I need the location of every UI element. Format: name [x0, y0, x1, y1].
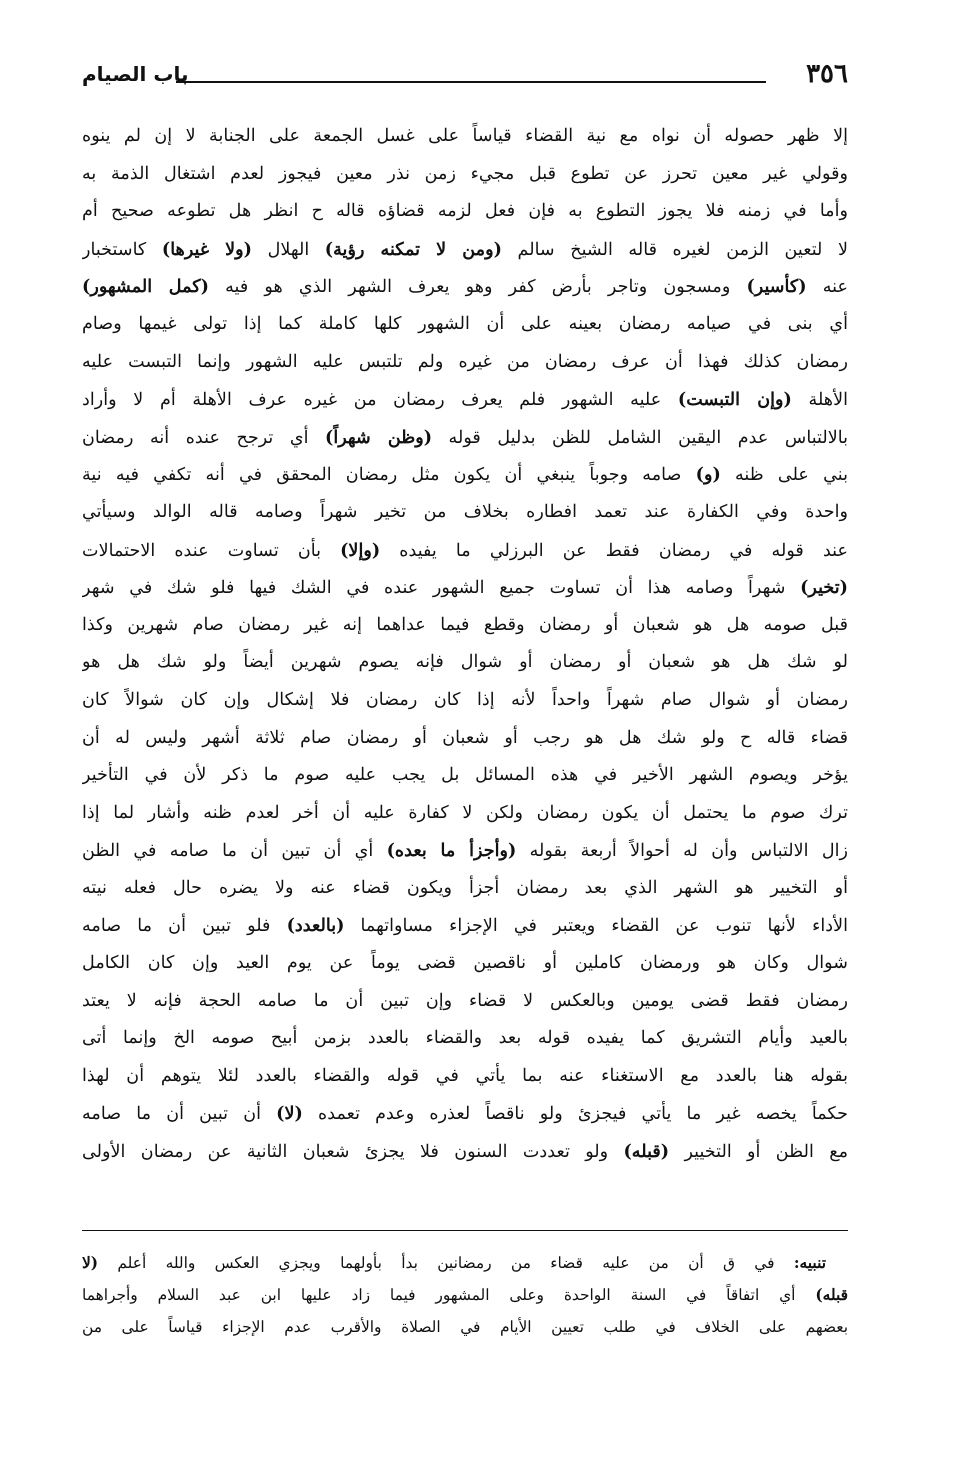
text-line: [82, 720, 848, 758]
text-segment: ومسجون وتاجر بأرض كفر وهو يعرف الشهر الذي هو فيه: [209, 277, 747, 298]
text-line: [82, 1133, 848, 1171]
text-segment: عنه: [806, 277, 848, 298]
page-number: ٣٥٦: [806, 59, 848, 89]
text-segment: لا لتعين الزمن لغيره قاله الشيخ سالم: [501, 239, 848, 260]
text-segment: ترك صوم ما يحتمل أن يكون رمضان ولكن لا كفارة عليه أن أخر لعدم ظنه وأشار لما إذا: [82, 802, 848, 823]
text-line: [82, 381, 848, 419]
bold-term: (كأسير): [746, 276, 807, 298]
text-segment: زال الالتباس وأن له أحوالاً أربعة بقوله: [516, 841, 848, 862]
text-segment: مع الظن أو التخيير: [669, 1142, 848, 1163]
text-line: [82, 644, 848, 682]
text-segment: بعضهم على الخلاف في طلب تعيين الأيام في الصلاة والأقرب عدم الإجزاء قياساً على من: [82, 1318, 848, 1336]
running-title: باب الصيام: [82, 62, 189, 86]
text-segment: في ق أن من عليه قضاء من رمضانين بدأ بأولهما ويجزي العكس والله أعلم: [98, 1254, 794, 1272]
bold-term: (و): [695, 464, 721, 486]
text-line: [82, 757, 848, 795]
bold-term: (ولا غيرها): [161, 238, 253, 260]
text-segment: فلو تبين أن ما صامه: [82, 916, 287, 937]
text-line: [82, 983, 848, 1021]
text-line: [82, 1058, 848, 1096]
text-segment: عند قوله في رمضان فقط عن البرزلي ما يفيده: [380, 540, 848, 561]
main-text: [82, 118, 848, 1171]
text-segment: قبل صومه هل هو شعبان أو رمضان وقطع فيما عداهما إنه غير رمضان صام شهرين وكذا: [82, 614, 848, 635]
text-line: [82, 832, 848, 870]
bold-term: (قبله): [623, 1141, 670, 1163]
footnote: [82, 1247, 848, 1343]
bold-term: (تخير): [800, 577, 848, 599]
text-segment: صامه وجوباً ينبغي أن يكون مثل رمضان المحقق في أنه تكفي فيه نية: [82, 465, 696, 486]
text-segment: أي اتفاقاً في السنة الواحدة وعلى المشهور فيما زاد عليها ابن عبد السلام وأجراهما: [82, 1286, 816, 1304]
bold-term: (وظن شهراً): [325, 426, 433, 448]
text-segment: واحدة وفي الكفارة عند تعمد افطاره بخلاف من تخير شهراً وصامه قاله الوالد وسيأتي: [82, 501, 848, 522]
text-line: [82, 494, 848, 532]
text-segment: شوال وكان هو ورمضان كاملين أو ناقصين قضى يوماً عن يوم العيد وإن كان الكامل: [82, 953, 848, 974]
text-segment: شهراً وصامه هذا أن تساوت جميع الشهور عنده في الشك فيها فلو شك في شهر: [82, 578, 801, 599]
text-segment: كاستخبار: [82, 239, 162, 260]
text-segment: بالعيد وأيام التشريق كما يفيده قوله بعد والقضاء بالعدد بزمن أبيح صومه الخ وإنما أتى: [82, 1028, 848, 1049]
text-segment: الأهلة: [791, 390, 848, 411]
text-segment: أي ترجح عنده أنه رمضان: [82, 427, 325, 448]
bold-term: تنبيه:: [793, 1254, 826, 1272]
text-line: [82, 795, 848, 833]
text-segment: إلا ظهر حصوله أن نواه مع نية القضاء قياساً على غسل الجمعة على الجنابة لا إن لم ينوه: [82, 126, 848, 146]
footnote-separator: [82, 1230, 848, 1231]
text-segment: بقوله هنا بالعدد مع الاستغناء عنه بما يأتي في قوله والقضاء بالعدد لئلا يتوهم أن لهذا: [82, 1065, 848, 1086]
text-line: [82, 945, 848, 983]
text-line: [82, 532, 848, 570]
text-segment: حكماً يخصه غير ما يأتي فيجزئ ولو ناقصاً لعذره وعدم تعمده: [302, 1104, 848, 1125]
bold-term: قبله): [815, 1286, 848, 1304]
text-line: [82, 870, 848, 908]
footnote-line: [82, 1247, 848, 1279]
bold-term: (وأجزأ ما بعده): [386, 840, 517, 862]
text-segment: الهلال: [252, 239, 325, 260]
text-segment: ولو تعددت السنون فلا يجزئ شعبان الثانية عن رمضان الأولى: [82, 1142, 624, 1163]
text-segment: وأما في زمنه فلا يجوز التطوع به فإن فعل لزمه قضاؤه قاله ح انظر هل تطوعه صحيح أم: [82, 201, 848, 222]
text-segment: أو التخيير هو الشهر الذي بعد رمضان أجزأ ويكون قضاء عنه ولا يضره حال فعله نيته: [82, 877, 848, 898]
text-line: [82, 268, 848, 306]
footnote-line: [82, 1279, 848, 1311]
text-line: [82, 306, 848, 344]
bold-term: (بالعدد): [286, 915, 345, 937]
text-segment: لو شك هل هو شعبان أو رمضان أو شوال فإنه يصوم شهرين أيضاً ولو شك هل هو: [82, 652, 848, 673]
text-line: [82, 231, 848, 269]
bold-term: (وإلا): [340, 539, 381, 561]
text-line: [82, 1020, 848, 1058]
text-segment: رمضان كذلك فهذا أن عرف رمضان من غيره ولم تلتبس عليه الشهور وإنما التبست عليه: [82, 351, 848, 372]
bold-term: (ومن لا تمكنه رؤية): [324, 238, 502, 260]
text-line: [82, 156, 848, 194]
text-line: [82, 193, 848, 231]
text-line: [82, 569, 848, 607]
text-segment: يؤخر ويصوم الشهر الأخير في هذه المسائل بل يجب عليه صوم ما ذكر لأن في التأخير: [82, 765, 848, 786]
text-segment: أن تبين أن ما صامه: [82, 1104, 277, 1125]
page-header: [82, 56, 848, 96]
bold-term: (لا: [82, 1254, 99, 1272]
footnote-line: [82, 1311, 848, 1343]
text-line: [82, 607, 848, 645]
text-line: [82, 419, 848, 457]
text-segment: أي بنى في صيامه رمضان بعينه على أن الشهور كلها كاملة كما إذا تولى غيمها وصام: [82, 313, 848, 334]
bold-term: (وإن التبست): [677, 389, 792, 411]
text-segment: بأن تساوت عنده الاحتمالات: [82, 540, 341, 561]
header-rule: [176, 81, 766, 83]
text-segment: عليه الشهور فلم يعرف رمضان من غيره عرف الأهلة أم لا وأراد: [82, 390, 678, 411]
text-segment: وقولي غير معين تحرز عن تطوع قبل مجيء زمن نذر معين فيجوز لعدم اشتغال الذمة به: [82, 163, 848, 184]
text-line: [82, 682, 848, 720]
text-segment: رمضان أو شوال صام شهراً واحداً لأنه إذا كان رمضان فلا إشكال وإن كان شوالاً كان: [82, 689, 848, 710]
bold-term: (كمل المشهور): [82, 276, 209, 298]
text-line: [82, 907, 848, 945]
bold-term: (لا): [276, 1103, 303, 1125]
text-line: [82, 456, 848, 494]
text-segment: الأداء لأنها تنوب عن القضاء ويعتبر في الإجزاء مساواتهما: [344, 916, 848, 937]
text-segment: بالالتباس عدم اليقين الشامل للظن بدليل قوله: [432, 427, 848, 448]
text-line: [82, 1095, 848, 1133]
text-line: [82, 344, 848, 382]
text-segment: بني على ظنه: [720, 465, 848, 486]
text-segment: قضاء قاله ح ولو شك هل هو رجب أو شعبان أو رمضان صام ثلاثة أشهر وليس له أن: [82, 727, 848, 748]
text-line: [82, 118, 848, 156]
text-segment: رمضان فقط قضى يومين وبالعكس لا قضاء وإن تبين أن ما صامه الحجة فإنه لا يعتد: [82, 990, 848, 1011]
text-segment: أي أن تبين أن ما صامه في الظن: [82, 841, 387, 862]
